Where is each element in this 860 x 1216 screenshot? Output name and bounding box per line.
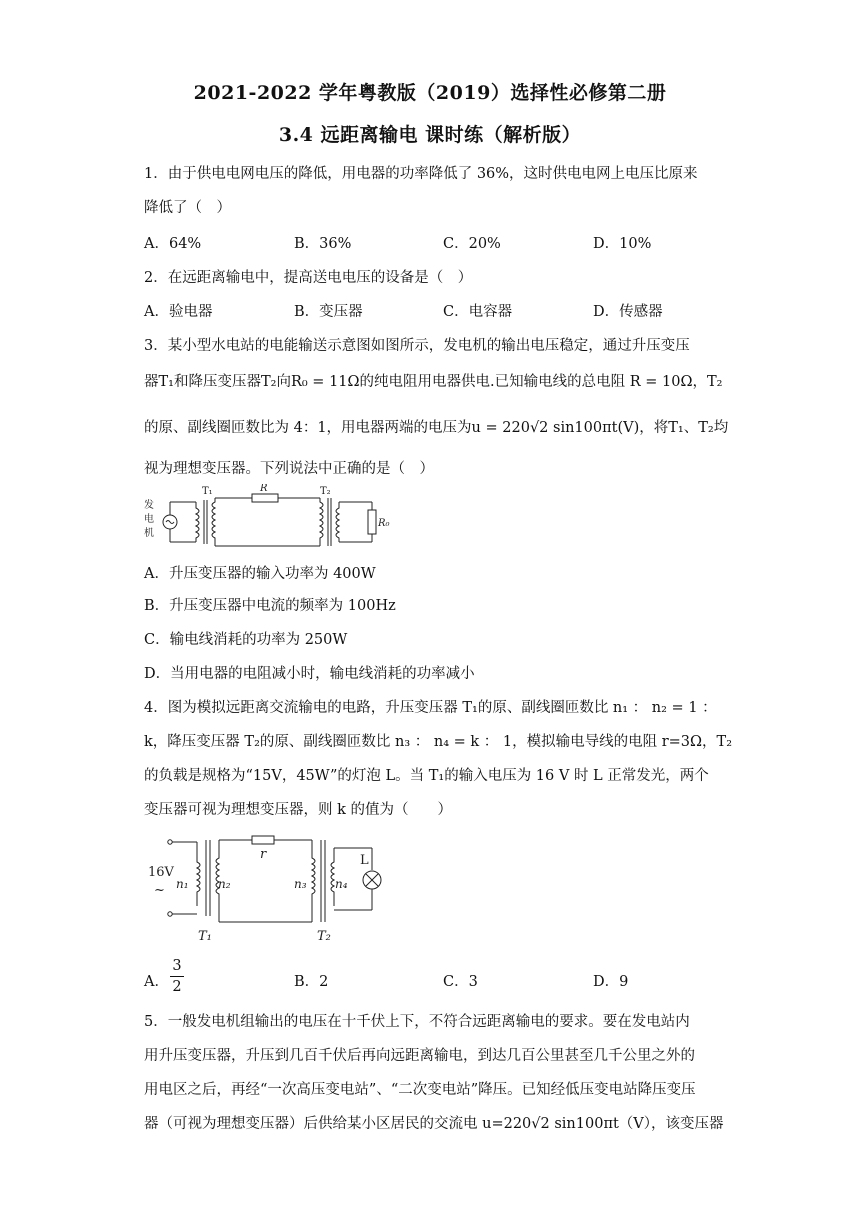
fraction-bar — [170, 976, 184, 977]
q2-option-a: A．验电器 — [144, 304, 213, 320]
q3-option-b: B．升压变压器中电流的频率为 100Hz — [144, 598, 396, 614]
question-1-line-1: 1．由于供电电网电压的降低，用电器的功率降低了 36%，这时供电电网上电压比原来 — [144, 166, 698, 182]
q4-option-a-prefix: A． — [144, 974, 169, 990]
r0-label: R₀ — [378, 518, 390, 529]
r-label: R — [260, 484, 268, 494]
q4-option-a-fraction — [170, 958, 184, 995]
r-resistor-label: r — [260, 847, 267, 862]
lamp-label: L — [360, 853, 369, 868]
document-title: 2021-2022 学年粤教版（2019）选择性必修第二册 — [193, 82, 667, 104]
q2-option-b: B．变压器 — [294, 304, 363, 320]
q2-option-d: D．传感器 — [593, 304, 663, 320]
generator-label-3: 机 — [144, 528, 154, 539]
q3-option-a: A．升压变压器的输入功率为 400W — [144, 566, 376, 582]
question-5-line-4: 器（可视为理想变压器）后供给某小区居民的交流电 u=220√2 sin100πt（V），该变压器 — [144, 1116, 724, 1132]
q3-circuit-diagram — [140, 484, 400, 554]
q4-option-b: B．2 — [294, 974, 329, 990]
question-4-line-4: 变压器可视为理想变压器，则 k 的值为（ ） — [144, 802, 453, 818]
q2-option-c: C．电容器 — [443, 304, 513, 320]
q4-option-d: D．9 — [593, 974, 629, 990]
question-5-line-1: 5．一般发电机组输出的电压在十千伏上下，不符合远距离输电的要求。要在发电站内 — [144, 1014, 690, 1030]
question-3-line-4: 视为理想变压器。下列说法中正确的是（ ） — [144, 461, 434, 477]
q4-option-c: C．3 — [443, 974, 478, 990]
fraction-denominator: 2 — [172, 979, 182, 995]
question-3-line-2: 器T₁和降压变压器T₂向R₀ = 11Ω的纯电阻用电器供电.已知输电线的总电阻 R = 10Ω，T₂ — [144, 374, 723, 390]
q3-option-d: D．当用电器的电阻减小时，输电线消耗的功率减小 — [144, 666, 475, 682]
question-2-line-1: 2．在远距离输电中，提高送电电压的设备是（ ） — [144, 270, 473, 286]
q1-option-b: B．36% — [294, 236, 352, 252]
document-subtitle: 3.4 远距离输电 课时练（解析版） — [278, 124, 582, 146]
t2-transformer-label: T₂ — [317, 929, 331, 944]
question-5-line-2: 用升压变压器，升压到几百千伏后再向远距离输电，到达几百公里甚至几千公里之外的 — [144, 1048, 695, 1064]
fraction-numerator: 3 — [172, 958, 182, 974]
question-3-line-1: 3．某小型水电站的电能输送示意图如图所示，发电机的输出电压稳定，通过升压变压 — [144, 338, 690, 354]
question-1-line-2: 降低了（ ） — [144, 200, 231, 216]
question-5-line-3: 用电区之后，再经“一次高压变电站”、“二次变电站”降压。已知经低压变电站降压变压 — [144, 1082, 696, 1098]
t1-transformer-label: T₁ — [198, 929, 212, 944]
question-4-line-2: k，降压变压器 T₂的原、副线圈匝数比 n₃ ： n₄ = k ： 1，模拟输电导线的电阻 r=3Ω，T₂ — [144, 734, 733, 750]
voltage-label: 16V — [148, 865, 174, 880]
question-4-line-1: 4．图为模拟远距离交流输电的电路，升压变压器 T₁的原、副线圈匝数比 n₁ ： n₂ = 1 ： — [144, 700, 717, 716]
question-4-line-3: 的负载是规格为“15V，45W”的灯泡 L。当 T₁的输入电压为 16 V 时 L 正常发光，两个 — [144, 768, 709, 784]
t2-label: T₂ — [320, 486, 331, 497]
q1-option-c: C．20% — [443, 236, 501, 252]
q3-option-c: C．输电线消耗的功率为 250W — [144, 632, 348, 648]
q1-option-a: A．64% — [144, 236, 202, 252]
t1-label: T₁ — [202, 486, 213, 497]
generator-label-2: 电 — [144, 514, 154, 525]
n3-label: n₃ — [294, 877, 307, 891]
q1-option-d: D．10% — [593, 236, 652, 252]
q4-circuit-diagram — [142, 830, 392, 948]
ac-symbol: ~ — [154, 883, 165, 898]
n1-label: n₁ — [176, 877, 189, 891]
question-3-line-3: 的原、副线圈匝数比为 4：1，用电器两端的电压为u = 220√2 sin100πt(V)，将T₁、T₂均 — [144, 420, 729, 436]
generator-label-1: 发 — [144, 500, 154, 511]
n2-label: n₂ — [218, 877, 231, 891]
n4-label: n₄ — [335, 877, 348, 891]
